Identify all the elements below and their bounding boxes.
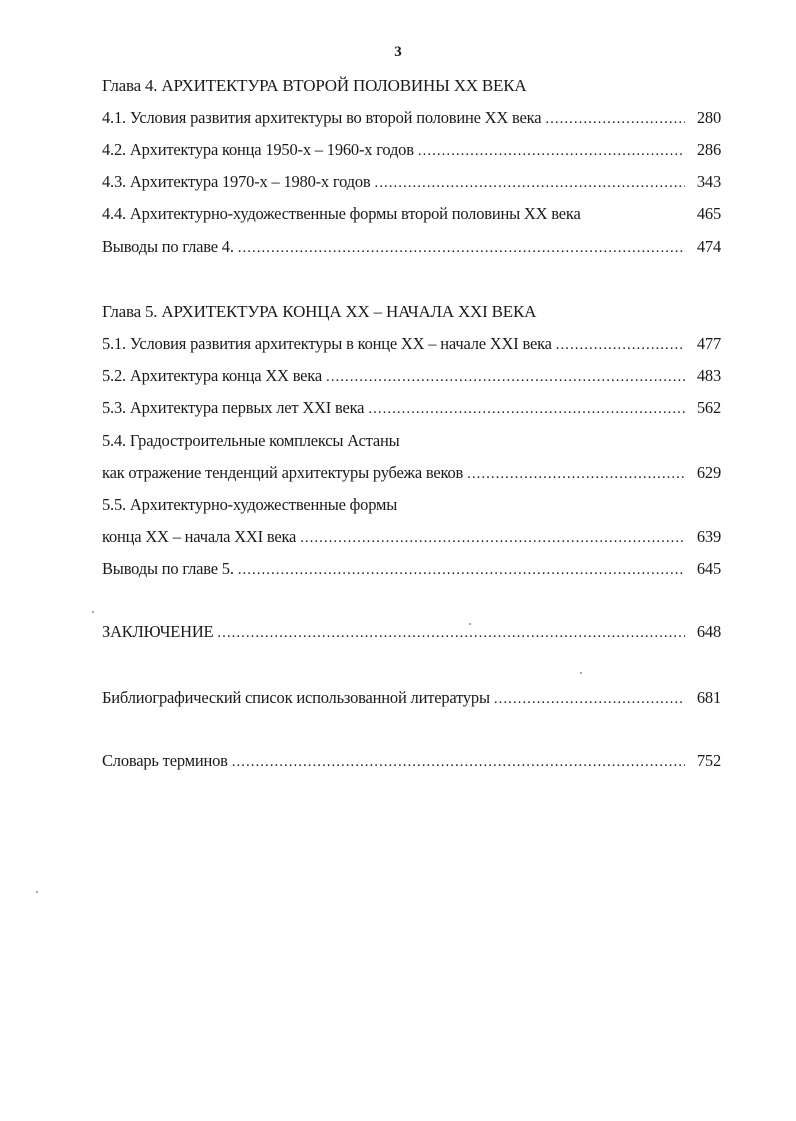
toc-entry-title: 5.2. Архитектура конца XX века [102,366,322,385]
toc-entry-page: 752 [696,751,721,770]
chapter-5-heading: Глава 5. АРХИТЕКТУРА КОНЦА XX – НАЧАЛА XXI ВЕКА [102,302,537,321]
dot-leader [368,401,685,418]
toc-entry-title: Словарь терминов [102,751,228,770]
toc-entry-title: 4.2. Архитектура конца 1950-х – 1960-х годов [102,140,414,159]
toc-entry[interactable] [102,334,721,356]
toc-entry[interactable] [102,463,721,485]
toc-entry-page: 477 [696,334,721,353]
dot-leader [238,240,685,257]
scan-speck [36,891,38,893]
toc-entry-page: 648 [696,622,721,641]
toc-entry-title: Выводы по главе 5. [102,559,234,578]
toc-entry-page: 483 [696,366,721,385]
toc-entry-title: как отражение тенденций архитектуры рубежа веков [102,463,464,482]
toc-entry-page: 645 [696,559,721,578]
toc-entry-title: 4.3. Архитектура 1970-х – 1980-х годов [102,172,371,191]
toc-entry-title: 5.1. Условия развития архитектуры в конце XX – начале XXI века [102,334,552,353]
toc-entry[interactable] [102,108,721,130]
dot-leader [467,466,685,483]
toc-entry-page: 562 [696,398,721,417]
chapter-4-heading: Глава 4. АРХИТЕКТУРА ВТОРОЙ ПОЛОВИНЫ XX ВЕКА [102,76,527,95]
dot-leader [494,691,685,708]
toc-entry[interactable] [102,140,721,162]
dot-leader [374,175,685,192]
toc-entry-title: Библиографический список использованной литературы [102,688,490,707]
toc-entry[interactable] [102,204,721,226]
toc-entry[interactable] [102,398,721,420]
toc-entry-glossary[interactable] [102,751,721,773]
toc-entry-title-line1: 5.5. Архитектурно-художественные формы [102,495,398,514]
toc-entry-title-line1: 5.4. Градостроительные комплексы Астаны [102,431,400,450]
toc-entry-title: конца XX – начала XXI века [102,527,297,546]
dot-leader [545,111,685,128]
toc-entry-page: 629 [696,463,721,482]
scan-speck [580,672,582,674]
dot-leader [300,530,685,547]
toc-entry-title: 4.1. Условия развития архитектуры во второй половине XX века [102,108,542,127]
toc-entry[interactable] [102,366,721,388]
scan-speck [92,611,94,613]
toc-entry-conclusion[interactable] [102,622,721,644]
toc-entry-title: 4.4. Архитектурно-художественные формы второй половины XX века [102,204,581,223]
toc-entry-title: Выводы по главе 4. [102,237,234,256]
dot-leader [217,625,685,642]
toc-entry-page: 681 [696,688,721,707]
toc-entry[interactable] [102,527,721,549]
toc-entry-title: 5.3. Архитектура первых лет XXI века [102,398,365,417]
toc-entry-page: 280 [696,108,721,127]
toc-entry-title: ЗАКЛЮЧЕНИЕ [102,622,214,641]
toc-entry-page: 343 [696,172,721,191]
toc-entry-page: 474 [696,237,721,256]
toc-entry[interactable] [102,559,721,581]
toc-entry[interactable] [102,237,721,259]
toc-entry-page: 286 [696,140,721,159]
toc-entry-bibliography[interactable] [102,688,721,710]
dot-leader [238,562,685,579]
dot-leader [326,369,685,386]
page-number: 3 [394,44,402,60]
toc-entry-page: 639 [696,527,721,546]
toc-entry[interactable] [102,172,721,194]
dot-leader [232,754,685,771]
toc-entry-page: 465 [696,204,721,223]
scan-speck [469,623,471,625]
dot-leader [418,143,685,160]
dot-leader [556,337,685,354]
